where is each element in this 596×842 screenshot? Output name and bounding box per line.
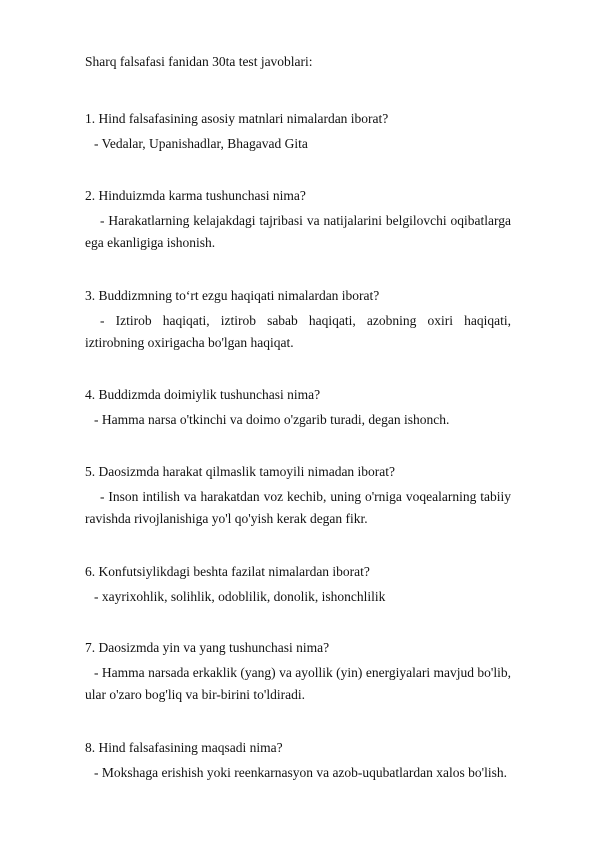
answer-3: - Iztirob haqiqati, iztirob sabab haqiqati, azobning oxiri haqiqati, iztirobning oxirigacha bo'lgan haqiqat. <box>85 313 511 350</box>
question-1: 1. Hind falsafasining asosiy matnlari nimalardan iborat? <box>85 111 389 126</box>
qa-item-2 <box>85 187 511 254</box>
answer-2: - Harakatlarning kelajakdagi tajribasi va natijalarini belgilovchi oqibatlarga ega ekanligiga ishonish. <box>85 213 511 250</box>
answer-8: - Mokshaga erishish yoki reenkarnasyon va azob-uqubatlardan xalos bo'lish. <box>94 765 507 780</box>
question-3: 3. Buddizmning to‘rt ezgu haqiqati nimalardan iborat? <box>85 288 380 303</box>
answer-6: - xayrixohlik, solihlik, odoblilik, donolik, ishonchlilik <box>94 589 386 604</box>
qa-item-5 <box>85 463 511 530</box>
qa-item-8 <box>85 739 511 784</box>
answer-5: - Inson intilish va harakatdan voz kechib, uning o'rniga voqealarning tabiiy ravishda rivojlanishiga yo'l qo'yish kerak degan fikr. <box>85 489 511 526</box>
question-8: 8. Hind falsafasining maqsadi nima? <box>85 740 283 755</box>
question-4: 4. Buddizmda doimiylik tushunchasi nima? <box>85 387 321 402</box>
question-2: 2. Hinduizmda karma tushunchasi nima? <box>85 188 306 203</box>
answer-4: - Hamma narsa o'tkinchi va doimo o'zgarib turadi, degan ishonch. <box>94 412 450 427</box>
document-title: Sharq falsafasi fanidan 30ta test javoblari: <box>85 54 313 69</box>
question-6: 6. Konfutsiylikdagi beshta fazilat nimalardan iborat? <box>85 564 370 579</box>
qa-item-7 <box>85 639 511 706</box>
qa-item-3 <box>85 287 511 354</box>
question-7: 7. Daosizmda yin va yang tushunchasi nima? <box>85 640 330 655</box>
answer-7: - Hamma narsada erkaklik (yang) va ayollik (yin) energiyalari mavjud bo'lib, ular o'zaro bog'liq va bir-birini to'ldiradi. <box>85 665 511 702</box>
qa-item-1 <box>85 110 511 155</box>
question-5: 5. Daosizmda harakat qilmaslik tamoyili nimadan iborat? <box>85 464 396 479</box>
answer-1: - Vedalar, Upanishadlar, Bhagavad Gita <box>94 136 308 151</box>
qa-item-6 <box>85 563 511 608</box>
qa-item-4 <box>85 386 511 431</box>
